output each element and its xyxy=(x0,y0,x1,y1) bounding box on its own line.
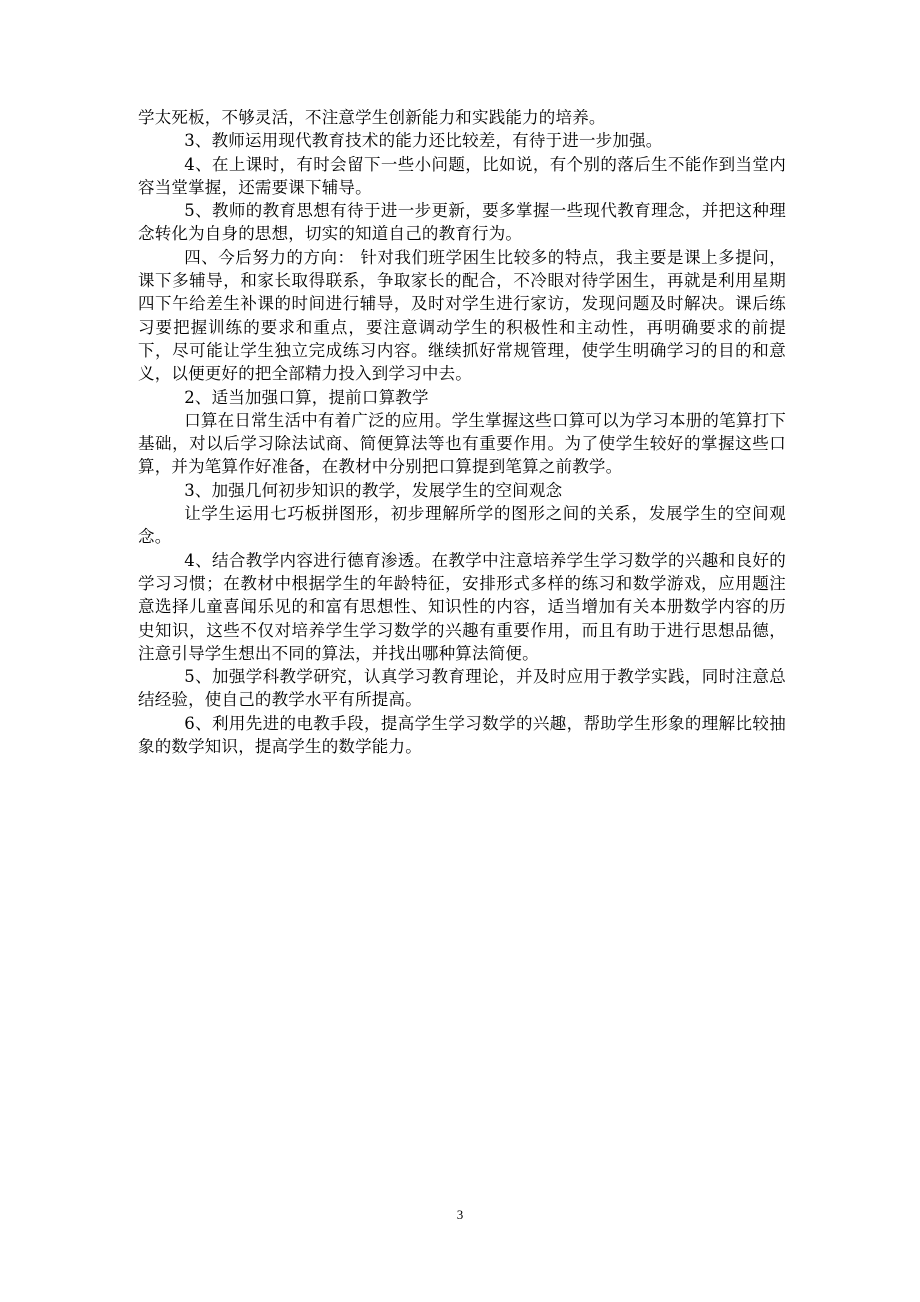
section-heading: 2、适当加强口算，提前口算教学 xyxy=(184,387,429,407)
paragraph: 四、今后努力的方向： 针对我们班学困生比较多的特点，我主要是课上多提问，课下多辅导，和家长取得联系，争取家长的配合，不冷眼对待学困生，再就是利用星期四下午给差生补课的时间进行辅导，及时对学生进行家访，发现问题及时解决。课后练习要把握训练的要求和重点，要注意调动学生的积极性和主动性，再明确要求的前提下，尽可能让学生独立完成练习内容。继续抓好常规管理，使学生明确学习的目的和意义，以便更好的把全部精力投入到学习中去。 xyxy=(138,247,786,384)
paragraph: 5、教师的教育思想有待于进一步更新，要多掌握一些现代教育理念，并把这种理念转化为自身的思想，切实的知道自己的教育行为。 xyxy=(138,201,786,244)
paragraph: 口算在日常生活中有着广泛的应用。学生掌握这些口算可以为学习本册的笔算打下基础，对以后学习除法试商、简便算法等也有重要作用。为了使学生较好的掌握这些口算，并为笔算作好准备，在教材中分别把口算提到笔算之前教学。 xyxy=(138,410,786,477)
paragraph: 学太死板，不够灵活，不注意学生创新能力和实践能力的培养。 xyxy=(138,108,606,127)
paragraph: 让学生运用七巧板拼图形，初步理解所学的图形之间的关系，发展学生的空间观念。 xyxy=(138,504,786,547)
paragraph: 4、在上课时，有时会留下一些小问题，比如说，有个别的落后生不能作到当堂内容当堂掌握，还需要课下辅导。 xyxy=(138,154,786,197)
section-heading: 3、加强几何初步知识的教学，发展学生的空间观念 xyxy=(184,480,563,500)
paragraph: 3、教师运用现代教育技术的能力还比较差，有待于进一步加强。 xyxy=(184,131,663,151)
paragraph: 4、结合教学内容进行德育渗透。在教学中注意培养学生学习数学的兴趣和良好的学习习惯；在教材中根据学生的年龄特征，安排形式多样的练习和数学游戏，应用题注意选择儿童喜闻乐见的和富有思想性、知识性的内容，适当增加有关本册数学内容的历史知识，这些不仅对培养学生学习数学的兴趣有重要作用，而且有助于进行思想品德，注意引导学生想出不同的算法，并找出哪种算法简便。 xyxy=(138,550,786,663)
paragraph: 6、利用先进的电教手段，提高学生学习数学的兴趣，帮助学生形象的理解比较抽象的数学知识，提高学生的数学能力。 xyxy=(138,713,786,757)
document-body xyxy=(138,106,786,758)
paragraph: 5、加强学科教学研究，认真学习教育理论，并及时应用于教学实践，同时注意总结经验，使自己的教学水平有所提高。 xyxy=(138,667,786,710)
page-number: 3 xyxy=(456,1207,464,1222)
